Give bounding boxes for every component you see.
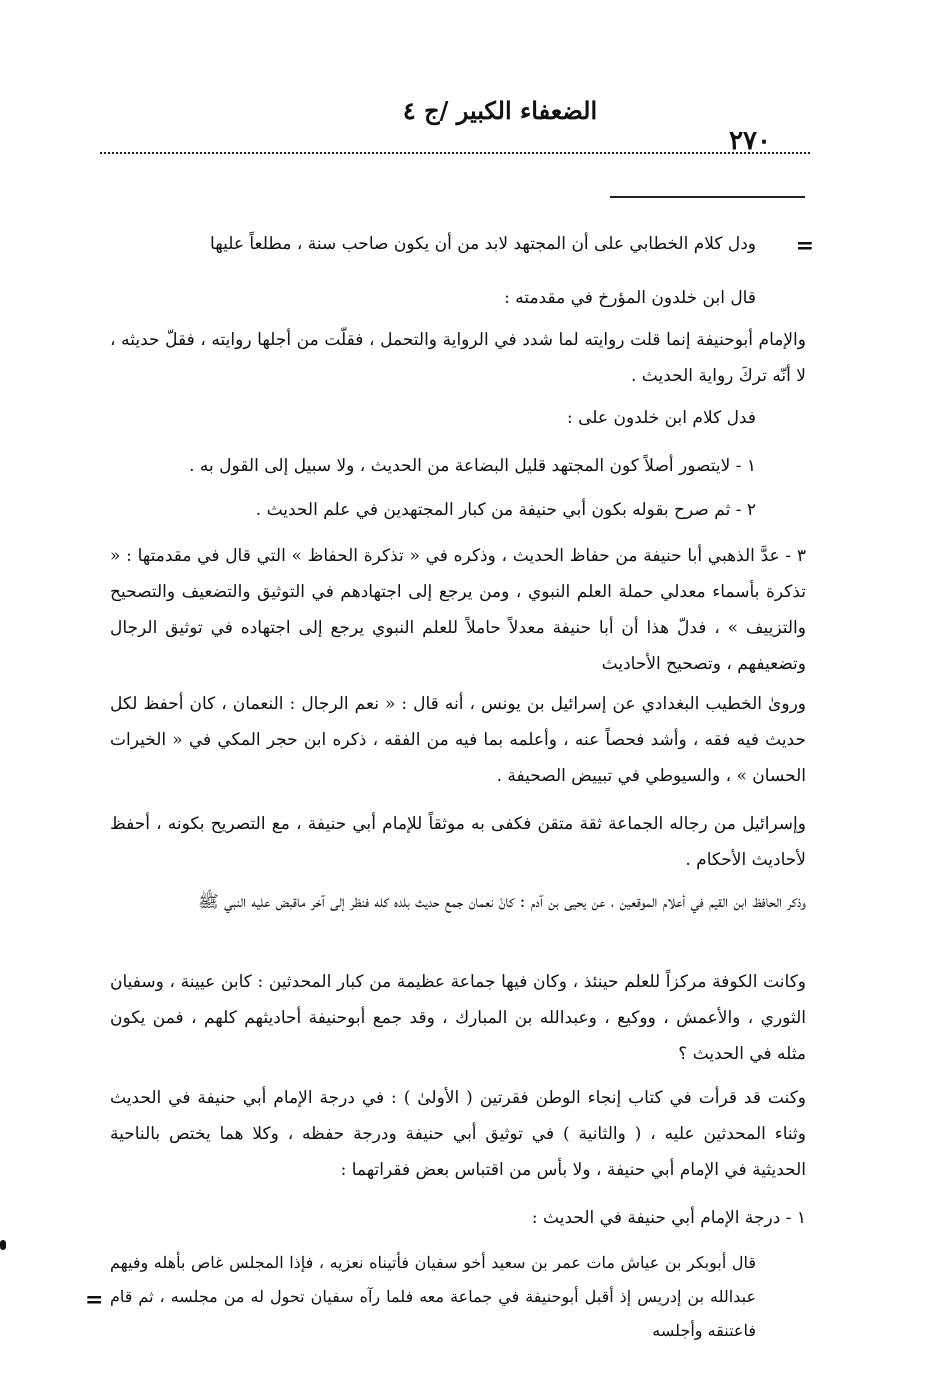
footnote-text: قال أبوبكر بن عياش مات عمر بن سعيد أخو سفيان فأتيناه نعزيه ، فإذا المجلس غاص بأهله وفيهم عبدالله بن إدريس إذ أقبل أبوحنيفة في جماعة معه فلما رآه سفيان تحول له من مجلسه ، ثم قام فاعتنقه وأجلسه (110, 1253, 756, 1340)
paragraph: وإسرائيل من رجاله الجماعة ثقة متقن فكفى به موثقاً للإمام أبي حنيفة ، مع التصريح بكونه ، أحفظ لأحاديث الأحكام . (110, 814, 806, 870)
paragraph: وروىٰ الخطيب البغدادي عن إسرائيل بن يونس ، أنه قال : « نعم الرجال : النعمان ، كان أحفظ لكل حديث فيه فقه ، وأشد فحصاً عنه ، وأعلمه بما فيه من الفقه ، ذكره ابن حجر المكي في « الخيرات الحسان » ، والسيوطي في تبييض الصحيفة . (110, 694, 806, 786)
list-item: ٢ - ثم صرح بقوله بكون أبي حنيفة من كبار المجتهدين في علم الحديث . (255, 500, 756, 520)
footnote-separator-rule (610, 196, 805, 198)
section-heading: ١ - درجة الإمام أبي حنيفة في الحديث : (531, 1208, 806, 1228)
list-item: ٣ - عدَّ الذهبي أبا حنيفة من حفاظ الحديث ، وذكره في « تذكرة الحفاظ » التي قال في مقدمتها : « تذكرة بأسماء معدلي حملة العلم النبوي ، ومن يرجع إلى اجتهادهم في التوثيق والتضعيف والتصحيح والتزييف » ، فدلّ هذا أن أبا حنيفة معدلاً حاملاً للعلم النبوي يرجع إلى اجتهاده في توثيق الرجال وتضعيفهم ، وتصحيح الأحاديث (110, 546, 806, 674)
running-header-title: الضعفاء الكبير /ج ٤ (402, 96, 598, 125)
paragraph: قال ابن خلدون المؤرخ في مقدمته : (504, 288, 756, 308)
paragraph: فدل كلام ابن خلدون على : (566, 408, 756, 428)
page-number: ٢٧٠ (729, 126, 771, 156)
paragraph: ودل كلام الخطابي على أن المجتهد لابد من أن يكون صاحب سنة ، مطلعاً عليها (210, 234, 756, 254)
list-item: ١ - لايتصور أصلاً كون المجتهد قليل البضاعة من الحديث ، ولا سبيل إلى القول به . (189, 456, 756, 476)
ink-spot (0, 1240, 6, 1250)
continuation-mark-bottom: = (85, 1287, 104, 1313)
paragraph: وكانت الكوفة مركزاً للعلم حينئذ ، وكان فيها جماعة عظيمة من كبار المحدثين : كابن عيينة ، وسفيان الثوري ، والأعمش ، ووكيع ، وعبدالله بن المبارك ، وقد جمع أبوحنيفة أحاديثهم كلهم ، فمن يكون مثله في الحديث ؟ (110, 972, 806, 1064)
header-dotted-rule (100, 152, 810, 154)
paragraph: وكنت قد قرأت في كتاب إنجاء الوطن فقرتين ( الأولىٰ ) : في درجة الإمام أبي حنيفة في الحديث وثناء المحدثين عليه ، ( والثانية ) في توثيق أبي حنيفة ودرجة حفظه ، وكلا هما يختص بالناحية الحديثية في الإمام أبي حنيفة ، ولا بأس من اقتباس بعض فقراتهما : (110, 1088, 806, 1180)
paragraph: وذكر الحافظ ابن القيم في أعلام الموقعين ، عن يحيى بن آدم : كانْ نعمان جمع حديث بلده كله فنظر إلى آخر ماقبض عليه النبي ﷺ (198, 892, 806, 912)
paragraph: والإمام أبوحنيفة إنما قلت روايته لما شدد في الرواية والتحمل ، فقلّت من أجلها روايته ، فقلّ حديثه ، لا أنّه تركَ رواية الحديث . (110, 330, 806, 386)
continuation-mark-top: = (795, 233, 814, 259)
